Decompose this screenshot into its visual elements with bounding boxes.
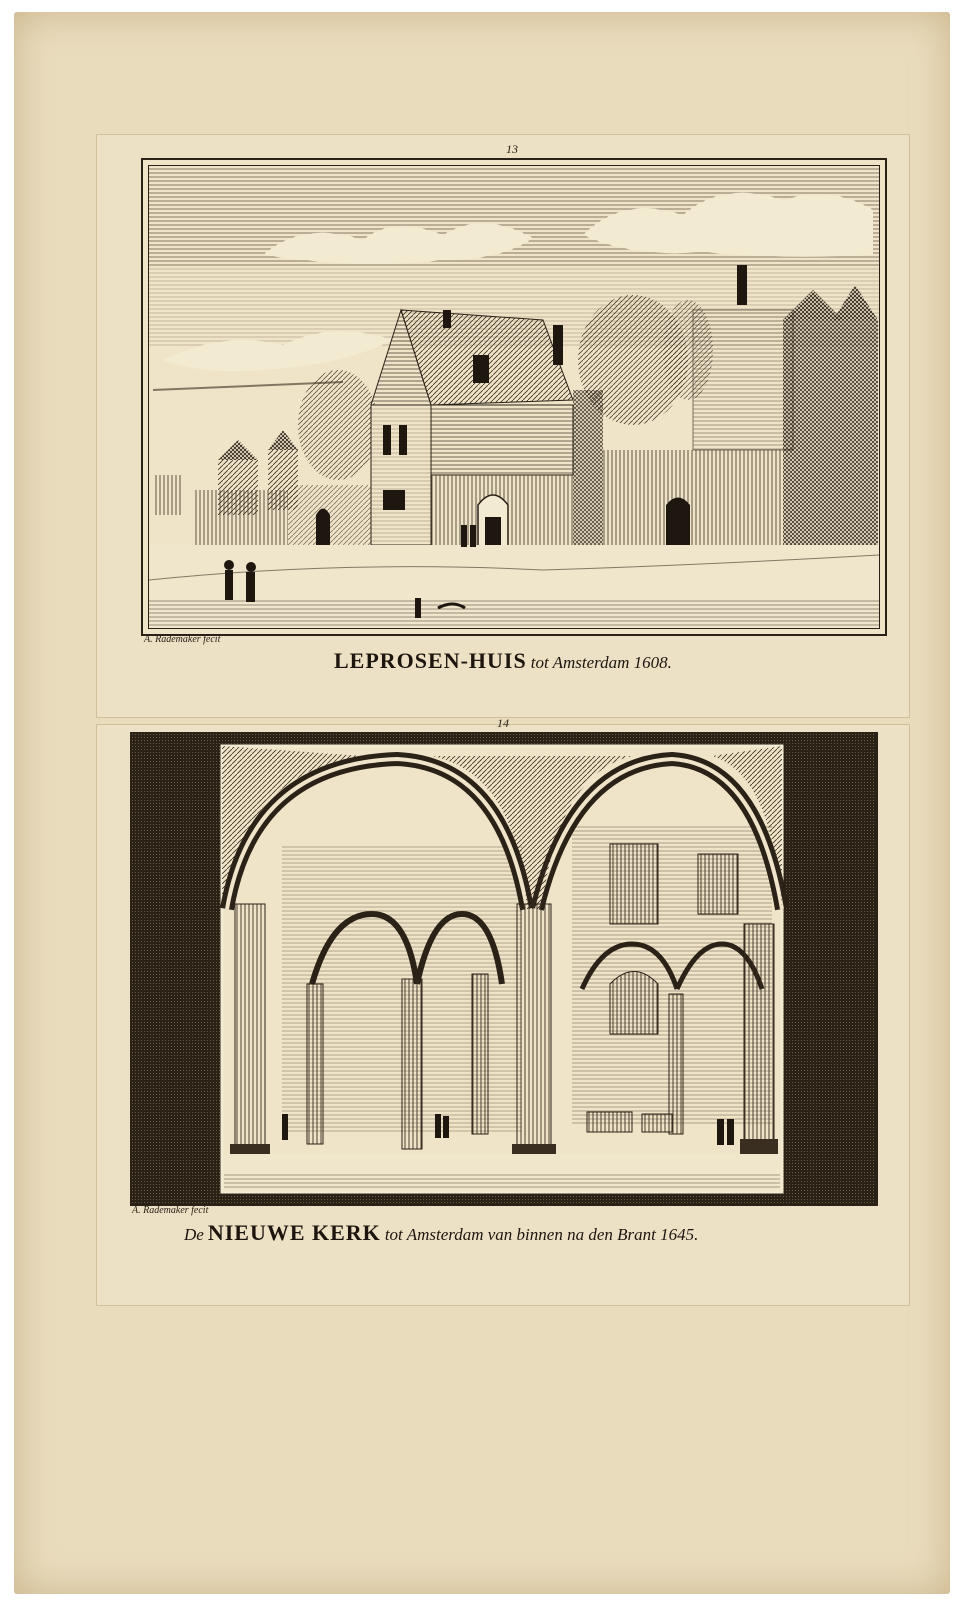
plate-number-14: 14	[497, 716, 509, 730]
signature-bottom: A. Rademaker fecit	[132, 1205, 209, 1216]
plate-number-13: 13	[506, 142, 518, 156]
caption-rest: tot Amsterdam van binnen na den Brant 1645.	[384, 1225, 699, 1244]
paper-sheet	[14, 12, 950, 1594]
engraving-leprosen-huis	[141, 158, 887, 636]
engraving-nieuwe-kerk	[130, 732, 878, 1206]
nieuwe-kerk-scene	[132, 734, 876, 1204]
caption-nieuwe-kerk	[184, 1220, 698, 1246]
inner-border	[148, 165, 880, 629]
caption-prefix: De	[184, 1225, 204, 1244]
caption-rest: tot Amsterdam 1608.	[530, 653, 672, 672]
caption-bold: NIEUWE KERK	[207, 1220, 381, 1245]
caption-bold: LEPROSEN-HUIS	[334, 648, 527, 673]
caption-leprosen-huis	[334, 648, 672, 674]
signature-top: A. Rademaker fecit	[144, 634, 221, 645]
